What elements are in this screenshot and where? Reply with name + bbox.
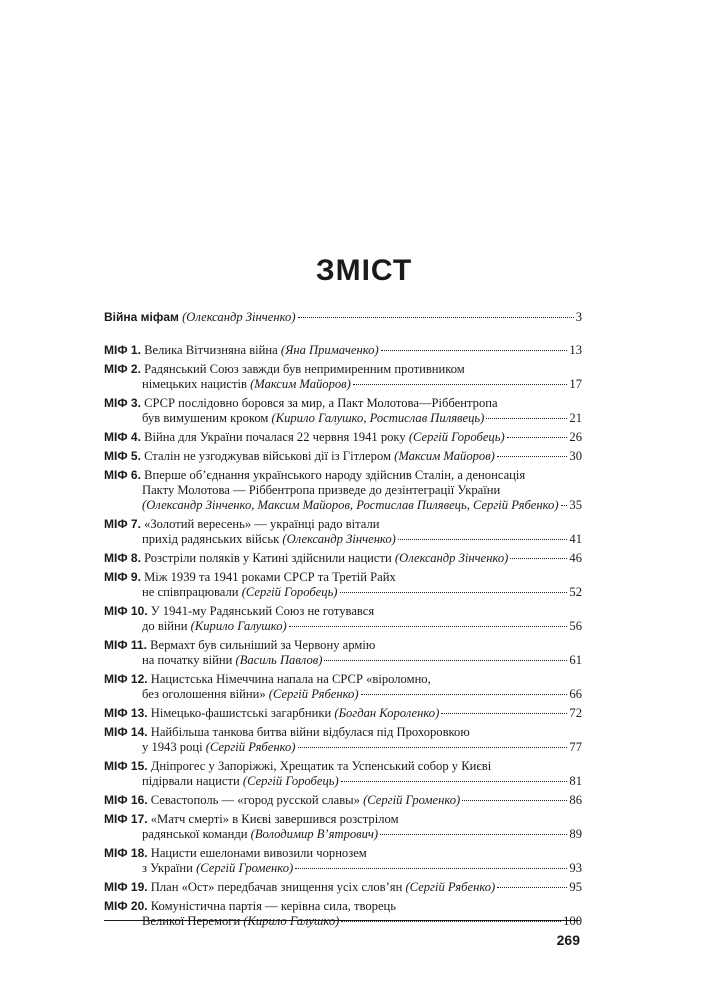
toc-entry-line [104,604,582,619]
dot-leader [462,800,567,801]
toc-entry-author: (Сергій Горобець) [242,774,339,788]
toc-entry-line [104,812,582,827]
toc-entry[interactable] [104,396,582,426]
toc-entry-page: 66 [569,687,582,701]
toc-entry-text: СРСР послідовно боровся за мир, а Пакт Молотова—Ріббентропа [140,396,498,410]
toc-entry-text: прихід радянських військ [142,532,283,546]
toc-entry-number: МІФ 11. [104,638,147,652]
toc-entry-line [104,706,582,721]
dot-leader [295,868,567,869]
toc-entry-page: 61 [569,653,582,667]
toc-entry[interactable] [104,880,582,895]
toc-entry-line [104,793,582,808]
toc-entry-line [104,619,582,634]
toc-entry-text: Вермахт був сильніший за Червону армію [146,638,376,652]
toc-entry-line [104,468,582,483]
toc-entry-intro[interactable] [104,310,582,325]
toc-entry-line [104,725,582,740]
toc-entry-text: до війни [142,619,191,633]
toc-entry-number: МІФ 10. [104,604,148,618]
toc-entry-line [104,740,582,755]
toc-entry-author: (Василь Павлов) [235,653,323,667]
toc-entry-text: План «Ост» передбачав знищення усіх слов’ян [147,880,406,894]
toc-entry-line [104,532,582,547]
toc-entry-text: Великої Перемоги [142,914,244,928]
toc-entry-text: Розстріли поляків у Катині здійснили нацисти [140,551,395,565]
toc-entry-line [104,411,582,426]
toc-entry-line [104,498,582,513]
toc-entry-author: (Сергій Горобець) [241,585,338,599]
toc-entry-number: МІФ 12. [104,672,148,686]
toc-entry-text: підірвали нацисти [142,774,243,788]
toc-entry[interactable] [104,570,582,600]
toc-entry-line [104,880,582,895]
toc-entry-line [104,827,582,842]
toc-entry-text: Війна для України почалася 22 червня 1941 року [140,430,409,444]
toc-entry-author: (Олександр Зінченко) [282,532,396,546]
toc-entry-text: без оголошення війни» [142,687,269,701]
toc-entry-number: МІФ 7. [104,517,141,531]
toc-entry-number: МІФ 4. [104,430,141,444]
toc-entry-line [104,483,582,498]
toc-entry-line [104,846,582,861]
toc-entry[interactable] [104,604,582,634]
toc-entry[interactable] [104,362,582,392]
toc-entry-text: Комуністична партія — керівна сила, творець [147,899,397,913]
toc-entry[interactable] [104,846,582,876]
toc-entry-text: Севастополь — «город русской славы» [147,793,364,807]
dot-leader [341,781,568,782]
toc-entry-number: МІФ 17. [104,812,148,826]
toc-entry-text: «Золотий вересень» — українці радо вітали [140,517,380,531]
footer-rule [104,920,580,921]
toc-entry-author: (Володимир В’ятрович) [250,827,379,841]
dot-leader [486,418,567,419]
toc-entry-page: 46 [569,551,582,565]
toc-entry-number: МІФ 9. [104,570,141,584]
toc-entry-page: 52 [569,585,582,599]
toc-entry-author: (Сергій Рябенко) [205,740,296,754]
toc-entry[interactable] [104,343,582,358]
toc-entry-line [104,914,582,929]
toc-entry-author: (Сергій Рябенко) [268,687,359,701]
toc-entry-text: радянської команди [142,827,251,841]
toc-entry[interactable] [104,551,582,566]
dot-leader [510,558,567,559]
toc-entry-text: Вперше об’єднання українського народу здійснив Сталін, а денонсація [140,468,526,482]
toc-entry-line [104,362,582,377]
dot-leader [324,660,567,661]
toc-entry-number: МІФ 18. [104,846,148,860]
toc-entry-author: (Сергій Горобець) [408,430,505,444]
toc-entry-text: Нацисти ешелонами вивозили чорнозем [147,846,367,860]
toc-entry[interactable] [104,706,582,721]
toc-entry-text: Між 1939 та 1941 роками СРСР та Третій Райх [140,570,396,584]
toc-entry-page: 3 [575,310,582,324]
toc-entry-page: 35 [569,498,582,512]
toc-entry[interactable] [104,468,582,513]
toc-entry-author: (Сергій Громенко) [363,793,461,807]
toc-entry-line [104,343,582,358]
toc-entry-author: (Кирило Галушко) [190,619,287,633]
toc-entries [104,343,582,929]
toc-entry-page: 93 [569,861,582,875]
toc-entry[interactable] [104,725,582,755]
toc-entry-page: 56 [569,619,582,633]
dot-leader [561,505,568,506]
toc-entry[interactable] [104,672,582,702]
toc-entry-text: Німецько-фашистські загарбники [147,706,335,720]
toc-entry-number: МІФ 19. [104,880,148,894]
toc-entry-page: 17 [569,377,582,391]
toc-entry-title: Війна міфам [104,310,179,324]
toc-entry-number: МІФ 2. [104,362,141,376]
toc-entry-number: МІФ 5. [104,449,141,463]
toc-entry-text: Пакту Молотова — Ріббентропа призведе до дезінтеграції України [142,483,501,497]
toc-entry-line [104,861,582,876]
dot-leader [289,626,568,627]
toc-entry[interactable] [104,517,582,547]
toc-entry-page: 13 [569,343,582,357]
toc-entry-number: МІФ 13. [104,706,148,720]
toc-entry[interactable] [104,430,582,445]
toc-entry-number: МІФ 20. [104,899,148,913]
toc-entry-number: МІФ 15. [104,759,148,773]
toc-entry-text: був вимушеним кроком [142,411,272,425]
toc-entry-author: (Максим Майоров) [394,449,495,463]
toc-entry-number: МІФ 14. [104,725,148,739]
dot-leader [507,437,568,438]
toc-entry-author: (Сергій Громенко) [196,861,294,875]
dot-leader [341,921,561,922]
toc-entry-author: (Максим Майоров) [250,377,351,391]
toc-entry-page: 77 [569,740,582,754]
toc-entry-text: «Матч смерті» в Києві завершився розстрілом [147,812,399,826]
toc-entry-number: МІФ 8. [104,551,141,565]
toc-entry-number: МІФ 6. [104,468,141,482]
toc-entry-text: Радянський Союз завжди був непримиренним противником [140,362,465,376]
toc-entry-page: 86 [569,793,582,807]
toc-entry-text: з України [142,861,197,875]
toc-entry-line [104,449,582,464]
toc-entry-author: (Кирило Галушко, Ростислав Пилявець) [271,411,485,425]
toc-entry-author: (Яна Примаченко) [280,343,379,357]
dot-leader [298,747,568,748]
dot-leader [381,350,568,351]
toc-entry-page: 30 [569,449,582,463]
toc-entry-text: Нацистська Німеччина напала на СРСР «віроломно, [147,672,431,686]
toc-entry-line [104,672,582,687]
toc-entry[interactable] [104,812,582,842]
toc-entry-page: 100 [563,914,582,928]
toc-entry-page: 21 [569,411,582,425]
dot-leader [298,317,574,318]
toc-entry-author: (Кирило Галушко) [243,914,340,928]
toc-entry-line [104,570,582,585]
toc-entry-page: 81 [569,774,582,788]
toc-entry-line [104,653,582,668]
toc-entry[interactable] [104,793,582,808]
toc-entry-page: 89 [569,827,582,841]
toc-entry-text: німецьких нацистів [142,377,251,391]
toc-entry-line [104,517,582,532]
toc-entry-line [104,899,582,914]
toc-entry-line [104,551,582,566]
toc-entry-text: на початку війни [142,653,236,667]
toc-entry-page: 72 [569,706,582,720]
toc-entry-author: (Олександр Зінченко, Максим Майоров, Ростислав Пилявець, Сергій Рябенко) [142,498,559,512]
toc-entry-author: (Сергій Рябенко) [405,880,496,894]
page-title: ЗМІСТ [315,254,413,287]
toc-entry-line [104,377,582,392]
toc-entry-line [104,396,582,411]
toc-entry-author: (Богдан Короленко) [334,706,440,720]
toc-entry-text: не співпрацювали [142,585,242,599]
toc-entry-number: МІФ 3. [104,396,141,410]
dot-leader [353,384,568,385]
dot-leader [497,456,568,457]
dot-leader [340,592,568,593]
table-of-contents [104,310,582,929]
toc-entry-page: 41 [569,532,582,546]
toc-entry-text: у 1943 році [142,740,206,754]
toc-entry-author: (Олександр Зінченко) [182,310,296,324]
toc-entry-line [104,638,582,653]
toc-entry[interactable] [104,449,582,464]
dot-leader [398,539,568,540]
dot-leader [361,694,568,695]
page-number: 269 [556,932,580,948]
toc-entry-text: У 1941-му Радянський Союз не готувався [147,604,375,618]
toc-entry[interactable] [104,638,582,668]
toc-entry-number: МІФ 16. [104,793,148,807]
dot-leader [497,887,567,888]
toc-entry-line [104,585,582,600]
toc-entry-text: Велика Вітчизняна війна [140,343,281,357]
dot-leader [380,834,567,835]
toc-entry-line [104,774,582,789]
toc-entry-number: МІФ 1. [104,343,141,357]
toc-entry-line [104,759,582,774]
toc-entry-line [104,430,582,445]
toc-entry-text: Сталін не узгоджував військові дії із Гітлером [140,449,395,463]
toc-entry[interactable] [104,899,582,929]
toc-entry-text: Найбільша танкова битва війни відбулася під Прохоровкою [147,725,470,739]
toc-entry-line [104,687,582,702]
toc-entry-text: Дніпрогес у Запоріжжі, Хрещатик та Успенський собор у Києві [147,759,492,773]
toc-entry[interactable] [104,759,582,789]
toc-entry-author: (Олександр Зінченко) [394,551,509,565]
toc-entry-page: 95 [569,880,582,894]
toc-entry-page: 26 [569,430,582,444]
dot-leader [441,713,567,714]
